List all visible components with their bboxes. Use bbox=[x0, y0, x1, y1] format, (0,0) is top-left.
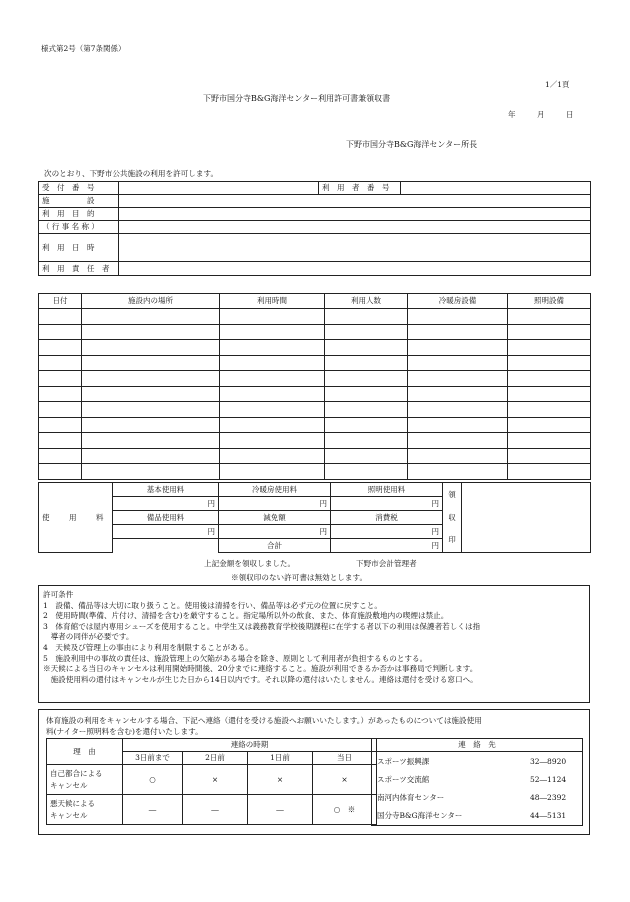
usage-cell[interactable] bbox=[220, 371, 325, 387]
receipt-no-label: 受 付 番 号 bbox=[39, 182, 119, 195]
stamp-char: 領 bbox=[448, 490, 456, 500]
timing-col: 当日 bbox=[313, 752, 377, 765]
timing-col: 2日前 bbox=[183, 752, 248, 765]
reason-cell bbox=[47, 795, 123, 825]
consumption-tax-value[interactable]: 円 bbox=[331, 525, 443, 539]
contact-name: スポーツ交流館 bbox=[377, 775, 430, 784]
usage-cell[interactable] bbox=[508, 386, 591, 402]
mark-cell: ○ ※ bbox=[313, 795, 377, 825]
condition-item: 2 使用時間(準備、片付け、清掃を含む)を厳守すること。指定場所以外の飲食、また、体育施設敷地内の喫煙は禁止。 bbox=[43, 611, 449, 621]
conditions-box bbox=[38, 585, 590, 703]
timing-header: 連絡の時期 bbox=[123, 739, 377, 752]
usage-cell[interactable] bbox=[220, 309, 325, 325]
usage-cell[interactable] bbox=[408, 340, 508, 356]
usage-cell[interactable] bbox=[82, 402, 220, 418]
usage-cell[interactable] bbox=[39, 355, 82, 371]
usage-cell[interactable] bbox=[508, 340, 591, 356]
basic-fee-label: 基本使用料 bbox=[113, 483, 219, 497]
usage-cell[interactable] bbox=[39, 448, 82, 464]
page-indicator: 1／1頁 bbox=[545, 80, 570, 89]
usage-cell[interactable] bbox=[325, 371, 408, 387]
usage-cell[interactable] bbox=[82, 417, 220, 433]
condition-item: ※天候による当日のキャンセルは利用開始時間後、20分までに連絡すること。施設が利用できるか否かは事務局で判断します。 bbox=[43, 664, 478, 674]
usage-row bbox=[39, 340, 591, 356]
reason-line: 自己都合による bbox=[50, 768, 103, 778]
usage-cell[interactable] bbox=[508, 355, 591, 371]
usage-cell[interactable] bbox=[82, 355, 220, 371]
basic-fee-value[interactable]: 円 bbox=[113, 497, 219, 511]
stamp-label bbox=[443, 483, 462, 553]
usage-cell[interactable] bbox=[325, 448, 408, 464]
lighting-fee-value[interactable]: 円 bbox=[331, 497, 443, 511]
usage-cell[interactable] bbox=[508, 324, 591, 340]
intro-text: 次のとおり、下野市公共施設の利用を許可します。 bbox=[44, 169, 219, 178]
reason-cell bbox=[47, 765, 123, 795]
consumption-tax-label: 消費税 bbox=[331, 511, 443, 525]
contact-tel: 52―1124 bbox=[530, 775, 567, 784]
date-day: 日 bbox=[566, 110, 574, 119]
stamp-char: 印 bbox=[448, 535, 456, 545]
usage-cell[interactable] bbox=[220, 324, 325, 340]
usage-row bbox=[39, 386, 591, 402]
fee-label-text: 使 用 料 bbox=[42, 512, 110, 522]
mark-cell: × bbox=[183, 765, 248, 795]
conditions-heading: 許可条件 bbox=[43, 590, 74, 599]
usage-cell[interactable] bbox=[220, 386, 325, 402]
usage-header-date: 日付 bbox=[39, 294, 82, 309]
permit-info-table bbox=[38, 181, 591, 276]
treasurer: 下野市会計管理者 bbox=[356, 559, 417, 568]
cancel-intro: 体育施設の利用をキャンセルする場合、下記へ連絡（還付を受ける施設へお願いいたします。）があったものについては施設使用 bbox=[46, 716, 482, 725]
reason-line: 悪天候による bbox=[50, 798, 95, 808]
date-year: 年 bbox=[508, 110, 516, 119]
usage-header-people: 利用人数 bbox=[325, 294, 408, 309]
usage-cell[interactable] bbox=[408, 386, 508, 402]
mark-cell: ― bbox=[248, 795, 313, 825]
contact-tel: 32―8920 bbox=[530, 757, 567, 766]
usage-cell[interactable] bbox=[408, 402, 508, 418]
usage-cell[interactable] bbox=[508, 417, 591, 433]
condition-item: 4 天候及び管理上の事由により利用を制限することがある。 bbox=[43, 642, 253, 652]
usage-cell[interactable] bbox=[325, 355, 408, 371]
usage-cell[interactable] bbox=[82, 309, 220, 325]
usage-row bbox=[39, 402, 591, 418]
usage-cell[interactable] bbox=[220, 340, 325, 356]
user-no-value[interactable] bbox=[401, 182, 591, 195]
fee-table bbox=[38, 482, 591, 553]
mark-cell: × bbox=[248, 765, 313, 795]
usage-cell[interactable] bbox=[39, 433, 82, 449]
usage-row bbox=[39, 309, 591, 325]
mark-cell: ― bbox=[183, 795, 248, 825]
usage-cell[interactable] bbox=[82, 448, 220, 464]
equipment-fee-label: 備品使用料 bbox=[113, 511, 219, 525]
usage-row bbox=[39, 417, 591, 433]
responsible-label: 利 用 責 任 者 bbox=[39, 262, 119, 276]
usage-cell[interactable] bbox=[82, 433, 220, 449]
usage-cell[interactable] bbox=[82, 340, 220, 356]
usage-cell[interactable] bbox=[508, 433, 591, 449]
purpose-label: 利 用 目 的 bbox=[39, 208, 119, 221]
usage-header-lighting: 照明設備 bbox=[508, 294, 591, 309]
usage-cell[interactable] bbox=[39, 371, 82, 387]
usage-cell[interactable] bbox=[408, 324, 508, 340]
usage-cell[interactable] bbox=[408, 371, 508, 387]
condition-item: 3 体育館では屋内専用シューズを使用すること。中学生又は義務教育学校後期課程に在学する者以下の利用は保護者若しくは指 bbox=[43, 621, 481, 631]
usage-row bbox=[39, 464, 591, 480]
usage-cell[interactable] bbox=[325, 417, 408, 433]
contact-header: 連 絡 先 bbox=[372, 739, 583, 752]
usage-cell[interactable] bbox=[408, 417, 508, 433]
event-name-value[interactable] bbox=[119, 221, 591, 234]
blank-cell bbox=[113, 539, 219, 553]
contact-name: 南河内体育センター bbox=[377, 793, 445, 802]
usage-cell[interactable] bbox=[82, 324, 220, 340]
condition-item: 5 施設利用中の事故の責任は、施設管理上の欠陥がある場合を除き、原則として利用者が負担するものとする。 bbox=[43, 653, 428, 663]
usage-row bbox=[39, 433, 591, 449]
usage-cell[interactable] bbox=[508, 464, 591, 480]
usage-cell[interactable] bbox=[325, 340, 408, 356]
equipment-fee-value[interactable]: 円 bbox=[113, 525, 219, 539]
contact-name: 国分寺B&G海洋センター bbox=[377, 811, 463, 820]
facility-value[interactable] bbox=[119, 195, 591, 208]
usage-cell[interactable] bbox=[508, 309, 591, 325]
usage-cell[interactable] bbox=[408, 309, 508, 325]
purpose-value[interactable] bbox=[119, 208, 591, 221]
stamp-char: 収 bbox=[448, 512, 456, 522]
condition-item: 1 設備、備品等は大切に取り扱うこと。使用後は清掃を行い、備品等は必ず元の位置に戻すこと。 bbox=[43, 600, 382, 610]
invalid-note: ※領収印のない許可書は無効とします。 bbox=[231, 573, 368, 582]
usage-cell[interactable] bbox=[220, 355, 325, 371]
reason-line: キャンセル bbox=[50, 780, 88, 790]
usage-cell[interactable] bbox=[220, 402, 325, 418]
contact-tel: 44―5131 bbox=[530, 811, 567, 820]
contact-tel: 48―2392 bbox=[530, 793, 567, 802]
document-title: 下野市国分寺B&G海洋センター利用許可書兼領収書 bbox=[203, 94, 391, 103]
usage-header-time: 利用時間 bbox=[220, 294, 325, 309]
mark-cell: × bbox=[313, 765, 377, 795]
form-number: 様式第2号（第7条関係） bbox=[41, 44, 126, 53]
usage-cell[interactable] bbox=[82, 386, 220, 402]
usage-cell[interactable] bbox=[220, 448, 325, 464]
usage-cell[interactable] bbox=[39, 464, 82, 480]
reason-header: 理 由 bbox=[47, 739, 123, 765]
lighting-fee-label: 照明使用料 bbox=[331, 483, 443, 497]
total-value[interactable]: 円 bbox=[331, 539, 443, 553]
usage-cell[interactable] bbox=[408, 355, 508, 371]
total-label: 合計 bbox=[219, 539, 331, 553]
reason-line: キャンセル bbox=[50, 810, 88, 820]
usage-cell[interactable] bbox=[408, 433, 508, 449]
responsible-value[interactable] bbox=[119, 262, 591, 276]
usage-cell[interactable] bbox=[220, 433, 325, 449]
usage-cell[interactable] bbox=[39, 309, 82, 325]
contact-name: スポーツ振興課 bbox=[377, 757, 430, 766]
usage-cell[interactable] bbox=[325, 433, 408, 449]
receipt-no-value[interactable] bbox=[119, 182, 319, 195]
usage-header-location: 施設内の場所 bbox=[82, 294, 220, 309]
usage-row bbox=[39, 448, 591, 464]
receipt-statement: 上記金額を領収しました。 bbox=[204, 559, 296, 568]
reduction-label: 減免額 bbox=[219, 511, 331, 525]
usage-cell[interactable] bbox=[39, 324, 82, 340]
facility-label: 施 設 bbox=[39, 195, 119, 208]
cancellation-table bbox=[46, 738, 377, 825]
cancel-intro: 料(ナイター照明料を含む)を還付いたします。 bbox=[46, 726, 203, 736]
event-name-label: （ 行 事 名 称 ） bbox=[39, 221, 119, 234]
user-no-label: 利 用 者 番 号 bbox=[319, 182, 401, 195]
date-month: 月 bbox=[537, 110, 545, 119]
datetime-label: 利 用 日 時 bbox=[39, 234, 119, 262]
stamp-area[interactable] bbox=[462, 483, 591, 553]
usage-cell[interactable] bbox=[39, 340, 82, 356]
aircon-fee-value[interactable]: 円 bbox=[219, 497, 331, 511]
usage-cell[interactable] bbox=[508, 402, 591, 418]
usage-cell[interactable] bbox=[325, 324, 408, 340]
usage-cell[interactable] bbox=[39, 417, 82, 433]
contact-list bbox=[372, 752, 583, 826]
contact-table bbox=[371, 738, 583, 826]
condition-item: 施設使用料の還付はキャンセルが生じた日から14日以内です。それ以降の還付はいたしません。連絡は還付を受ける窓口へ。 bbox=[43, 674, 478, 684]
timing-col: 1日前 bbox=[248, 752, 313, 765]
usage-cell[interactable] bbox=[325, 309, 408, 325]
usage-cell[interactable] bbox=[82, 371, 220, 387]
usage-cell[interactable] bbox=[39, 402, 82, 418]
condition-item: 導者の同伴が必要です。 bbox=[43, 632, 134, 642]
aircon-fee-label: 冷暖房使用料 bbox=[219, 483, 331, 497]
usage-cell[interactable] bbox=[325, 402, 408, 418]
datetime-value[interactable] bbox=[119, 234, 591, 262]
usage-header-aircon: 冷暖房設備 bbox=[408, 294, 508, 309]
usage-row bbox=[39, 355, 591, 371]
timing-col: 3日前まで bbox=[123, 752, 183, 765]
usage-cell[interactable] bbox=[220, 417, 325, 433]
usage-cell[interactable] bbox=[325, 464, 408, 480]
fee-label bbox=[39, 483, 113, 553]
usage-cell[interactable] bbox=[408, 448, 508, 464]
usage-row bbox=[39, 324, 591, 340]
usage-cell[interactable] bbox=[325, 386, 408, 402]
usage-row bbox=[39, 371, 591, 387]
mark-cell: ― bbox=[123, 795, 183, 825]
usage-cell[interactable] bbox=[82, 464, 220, 480]
reduction-value[interactable]: 円 bbox=[219, 525, 331, 539]
usage-cell[interactable] bbox=[508, 371, 591, 387]
issuer: 下野市国分寺B&G海洋センター所長 bbox=[346, 140, 478, 149]
usage-cell[interactable] bbox=[39, 386, 82, 402]
usage-table bbox=[38, 293, 591, 480]
mark-cell: ○ bbox=[123, 765, 183, 795]
usage-cell[interactable] bbox=[220, 464, 325, 480]
usage-cell[interactable] bbox=[408, 464, 508, 480]
usage-cell[interactable] bbox=[508, 448, 591, 464]
